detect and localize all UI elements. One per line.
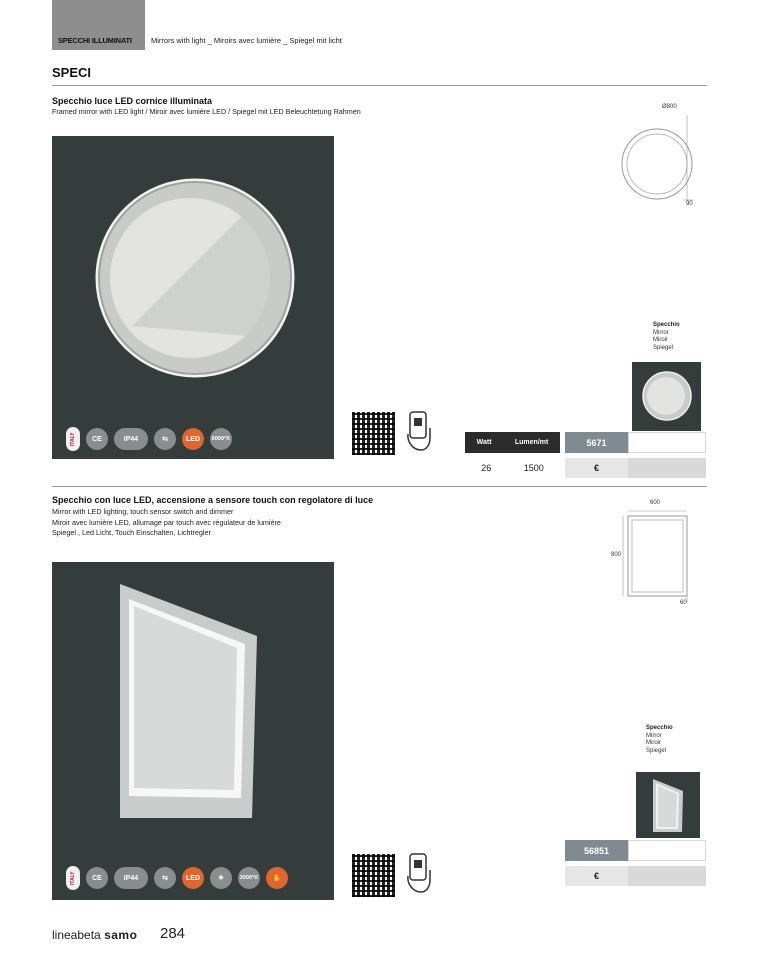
footer-brand (52, 928, 137, 942)
watt-header: Watt (476, 439, 492, 446)
round-mirror-illustration (52, 136, 334, 459)
dimension-depth: 90 (686, 201, 693, 207)
rectangular-mirror-thumbnail (636, 772, 700, 838)
smartphone-icon (405, 410, 433, 452)
dimension-width: 600 (650, 500, 661, 506)
product-2-dimension-drawing (612, 505, 707, 605)
italy-badge-icon: ITALY (66, 866, 80, 890)
color-temperature-icon: 6000°K (210, 428, 232, 450)
spec-caption-title: Specchio (646, 725, 673, 731)
product-2-price: € (565, 866, 628, 886)
product-1-table-header (465, 432, 560, 453)
product-1-photo (52, 136, 334, 459)
switch-icon: ⇆ (154, 428, 176, 450)
spec-caption-line: Spiegel (646, 747, 667, 754)
product-1-spec-caption (653, 322, 680, 352)
product-1-dimension-drawing (615, 100, 707, 212)
led-icon: LED (182, 867, 204, 889)
product-2-code: 56851 (565, 840, 628, 861)
product-1-table-values (465, 458, 560, 478)
ip44-icon: IP44 (114, 867, 148, 889)
category-subtitle: Mirrors with light _ Miroirs avec lumière _ Spiegel mit licht (151, 36, 342, 45)
color-temperature-icon: 3000°K (238, 867, 260, 889)
product-divider (52, 486, 707, 487)
product-2-title: Specchio con luce LED, accensione a sensore touch con regolatore di luce (52, 495, 374, 505)
product-1-description: Framed mirror with LED light / Miroir avec lumière LED / Spiegel mit LED Beleuchtetung Rahmen (52, 107, 361, 116)
description-line: Mirror with LED lighting, touch sensor switch and dimmer (52, 507, 234, 516)
spec-caption-title: Specchio (653, 322, 680, 328)
product-1-title: Specchio luce LED cornice illuminata (52, 96, 213, 106)
spec-caption-line: Miroir (653, 337, 668, 343)
product-2-spec-caption (646, 725, 673, 755)
product-2-description (52, 507, 281, 539)
product-1-feature-icons (66, 427, 232, 451)
product-2-thumbnail (636, 772, 700, 838)
spec-caption-line: Mirror (653, 329, 669, 336)
product-1-thumbnail (632, 362, 701, 431)
product-2-feature-icons (66, 866, 288, 890)
italy-badge-icon: ITALY (66, 427, 80, 451)
product-1-code: 5671 (565, 432, 628, 453)
ce-mark-icon: CE (86, 428, 108, 450)
product-2-price-extra (628, 866, 706, 886)
rectangular-mirror-illustration (52, 562, 334, 900)
led-icon: LED (182, 428, 204, 450)
product-2-qr-code[interactable] (350, 852, 397, 899)
round-mirror-thumbnail (632, 362, 701, 431)
spec-caption-line: Miroir (646, 740, 661, 746)
dimension-height: 800 (611, 552, 622, 558)
product-2-code-extra (628, 840, 706, 861)
product-1-price-extra (628, 458, 706, 478)
product-2-photo (52, 562, 334, 900)
page-number: 284 (160, 925, 186, 942)
ce-mark-icon: CE (86, 867, 108, 889)
spec-caption-line: Mirror (646, 732, 662, 739)
watt-value: 26 (481, 463, 492, 473)
product-1-qr-code[interactable] (350, 410, 397, 457)
smartphone-icon (405, 852, 433, 894)
product-1-price: € (565, 458, 628, 478)
lumen-header: Lumen/mt (514, 439, 549, 446)
dimension-diameter: Ø800 (662, 104, 677, 110)
touch-sensor-icon: ✋ (266, 867, 288, 889)
ip44-icon: IP44 (114, 428, 148, 450)
description-line: Miroir avec lumière LED, allumage par touch avec régulateur de lumière (52, 517, 281, 527)
section-title: SPECI (52, 65, 92, 80)
dimension-depth: 60 (680, 600, 687, 606)
brand-samo: samo (104, 928, 138, 942)
spec-caption-line: Spiegel (653, 344, 674, 351)
brand-lineabeta: lineabeta (52, 928, 101, 942)
lumen-value: 1500 (523, 463, 544, 473)
product-1-code-extra (628, 432, 706, 453)
switch-icon: ⇆ (154, 867, 176, 889)
dimmer-icon: ☀ (210, 867, 232, 889)
category-label: SPECCHI ILLUMINATI (58, 36, 132, 45)
section-divider (52, 85, 707, 86)
description-line: Spiegel , Led Licht, Touch Einschalten, Lichtregler (52, 528, 211, 537)
